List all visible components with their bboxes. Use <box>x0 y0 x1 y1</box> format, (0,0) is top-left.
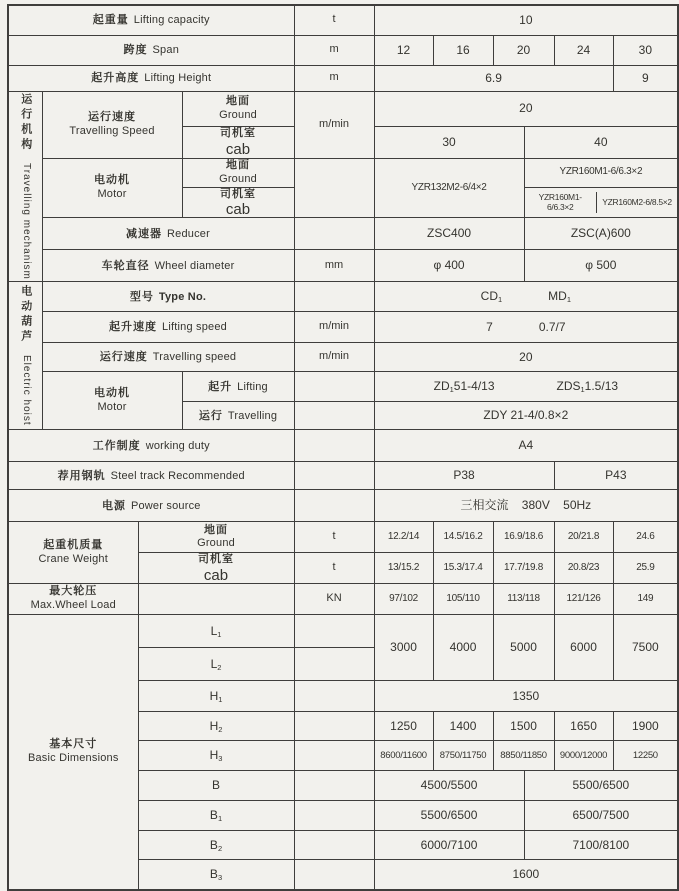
hoist-travel-speed-value: 20 <box>374 343 678 372</box>
hoist-travel-speed-label-en: Travelling speed <box>152 351 237 364</box>
dim-b-label: B <box>138 771 294 801</box>
crane-weight-label-zh: 起重机质量 <box>43 538 104 551</box>
hoist-motor-travelling-label-zh: 运行 <box>198 409 223 422</box>
hoist-motor-label-zh: 电动机 <box>94 387 130 399</box>
reducer-label-zh: 减速器 <box>126 227 163 240</box>
hoist-travel-speed-label-zh: 运行速度 <box>99 351 148 364</box>
dim-h3-value: 8750/11750 <box>433 741 493 771</box>
wheel-diameter-label-en: Wheel diameter <box>154 259 235 272</box>
cab-label-en: cab <box>225 140 251 158</box>
travel-speed-label-zh: 运行速度 <box>88 110 136 123</box>
crane-weight-ground-value: 16.9/18.6 <box>493 522 554 553</box>
basic-dimensions-label-en: Basic Dimensions <box>27 751 119 764</box>
hoist-motor-lifting-unit-empty <box>294 372 374 402</box>
travel-motor-label-en: Motor <box>97 187 127 200</box>
hoist-motor-lifting-v1: $ZD_151-4/13$ <box>433 379 495 395</box>
hoist-lifting-speed-value <box>374 312 678 343</box>
hoist-motor-lifting-label-zh: 起升 <box>208 380 233 393</box>
crane-weight-ground-value: 14.5/16.2 <box>433 522 493 553</box>
dim-h3-value: 8600/11600 <box>374 741 433 771</box>
hoist-lifting-speed-unit: m/min <box>294 312 374 343</box>
working-duty-label <box>8 430 294 462</box>
dim-h3-value: 9000/12000 <box>554 741 613 771</box>
lifting-capacity-label <box>8 5 294 35</box>
travel-speed-cab-label <box>182 126 294 158</box>
steel-track-left-value: P38 <box>374 462 554 490</box>
hoist-travel-speed-label <box>42 343 294 372</box>
crane-weight-cab-value: 20.8/23 <box>554 553 613 584</box>
row-lifting-capacity <box>8 5 678 35</box>
dim-l-value: 3000 <box>374 615 433 681</box>
span-value-cell: 20 <box>493 35 554 65</box>
cab-label-zh: 司机室 <box>220 127 257 140</box>
cab-label-zh: 司机室 <box>220 187 257 200</box>
max-wheel-load-label <box>8 584 138 615</box>
power-source-unit-empty <box>294 490 374 522</box>
power-source-label-en: Power source <box>130 499 201 512</box>
crane-weight-cab-value: 15.3/17.4 <box>433 553 493 584</box>
crane-weight-cab-label <box>138 553 294 584</box>
dim-b-unit-empty <box>294 771 374 801</box>
travel-speed-label <box>42 91 182 158</box>
crane-weight-ground-label <box>138 522 294 553</box>
dim-b1-label: $B_1$ <box>138 801 294 831</box>
row-working-duty <box>8 430 678 462</box>
hoist-type-label-zh: 型号 <box>129 290 154 303</box>
hoist-motor-lifting-v2: $ZDS_11.5/13$ <box>556 379 619 395</box>
hoist-motor-lifting-label <box>182 372 294 402</box>
steel-track-right-value: P43 <box>554 462 678 490</box>
travel-motor-right-bottom-cell <box>524 187 678 218</box>
row-travel-motor-ground <box>8 158 678 187</box>
span-label-en: Span <box>152 44 180 57</box>
travel-motor-ground-label <box>182 158 294 187</box>
travel-speed-ground-label <box>182 91 294 126</box>
lifting-capacity-label-en: Lifting capacity <box>133 14 210 27</box>
travel-motor-unit-empty <box>294 158 374 218</box>
dim-b1-right-value: 6500/7500 <box>524 801 678 831</box>
row-max-wheel-load <box>8 584 678 615</box>
power-source-value: 三相交流 380V 50Hz <box>374 490 678 522</box>
hoist-type-md: $MD_1$ <box>548 289 572 305</box>
hoist-type-unit-empty <box>294 282 374 312</box>
travel-motor-label-zh: 电动机 <box>94 174 130 187</box>
ground-label-en: Ground <box>197 537 235 550</box>
crane-weight-label-en: Crane Weight <box>38 552 108 565</box>
dim-h2-value: 1250 <box>374 712 433 741</box>
travel-motor-cab-label <box>182 187 294 218</box>
ground-label-zh: 地面 <box>226 158 251 171</box>
dim-b3-value: 1600 <box>374 860 678 890</box>
lifting-height-main-value: 6.9 <box>374 65 613 91</box>
row-reducer <box>8 218 678 250</box>
crane-weight-ground-value: 24.6 <box>613 522 678 553</box>
dim-b2-right-value: 7100/8100 <box>524 831 678 860</box>
row-lifting-height <box>8 65 678 91</box>
hoist-lifting-speed-label-en: Lifting speed <box>162 321 227 334</box>
span-value-cell: 16 <box>433 35 493 65</box>
section-electric-hoist-zh: 电动葫芦 <box>19 285 32 346</box>
lifting-capacity-value: 10 <box>374 5 678 35</box>
section-electric-hoist <box>8 282 42 430</box>
dim-h2-value: 1650 <box>554 712 613 741</box>
row-steel-track <box>8 462 678 490</box>
working-duty-label-en: working duty <box>145 439 210 452</box>
dim-b3-label: $B_3$ <box>138 860 294 890</box>
travel-speed-label-en: Travelling Speed <box>69 124 155 137</box>
crane-weight-ground-value: 20/21.8 <box>554 522 613 553</box>
row-hoist-type <box>8 282 678 312</box>
travel-motor-right-bottom-right-value: YZR160M2-6/8.5×2 <box>596 192 677 213</box>
section-travelling-mechanism <box>8 91 42 282</box>
hoist-lifting-speed-label-zh: 起升速度 <box>109 321 158 334</box>
hoist-type-label-en: Type No. <box>158 290 207 303</box>
dim-l2-unit-empty <box>294 648 374 681</box>
hoist-type-cd: $CD_1$ <box>480 289 503 305</box>
basic-dimensions-label-zh: 基本尺寸 <box>49 738 98 750</box>
power-source-label-zh: 电源 <box>101 499 126 512</box>
row-span <box>8 35 678 65</box>
dim-l2-label: $L_2$ <box>138 648 294 681</box>
working-duty-value: A4 <box>374 430 678 462</box>
travel-motor-right-bottom-left-value: YZR160M1-6/6.3×2 <box>538 191 582 213</box>
steel-track-label <box>8 462 294 490</box>
dim-b2-left-value: 6000/7100 <box>374 831 524 860</box>
hoist-motor-lifting-value <box>374 372 678 402</box>
max-wheel-load-label-en: Max.Wheel Load <box>30 599 116 611</box>
dim-b-right-value: 5500/6500 <box>524 771 678 801</box>
reducer-left-value: ZSC400 <box>374 218 524 250</box>
hoist-motor-lifting-label-en: Lifting <box>237 380 268 393</box>
ground-label-en: Ground <box>219 108 257 121</box>
lifting-height-label-zh: 起升高度 <box>91 72 140 85</box>
hoist-type-value <box>374 282 678 312</box>
max-wheel-load-value: 113/118 <box>493 584 554 615</box>
hoist-type-label <box>42 282 294 312</box>
travel-speed-cab-left-value: 30 <box>374 126 524 158</box>
dim-b1-left-value: 5500/6500 <box>374 801 524 831</box>
row-dim-l1 <box>8 615 678 648</box>
dim-b2-unit-empty <box>294 831 374 860</box>
lifting-height-unit: m <box>294 65 374 91</box>
hoist-motor-travelling-unit-empty <box>294 402 374 430</box>
hoist-lifting-speed-v2: 0.7/7 <box>538 319 566 334</box>
reducer-label <box>42 218 294 250</box>
hoist-motor-travelling-label <box>182 402 294 430</box>
dim-h3-value: 8850/11850 <box>493 741 554 771</box>
wheel-diameter-right-value: φ 500 <box>524 250 678 282</box>
cab-label-en: cab <box>225 201 251 218</box>
dim-h3-label: $H_3$ <box>138 741 294 771</box>
hoist-motor-label-en: Motor <box>97 400 127 413</box>
steel-track-label-zh: 荐用钢轨 <box>57 469 106 482</box>
max-wheel-load-sub-empty <box>138 584 294 615</box>
dim-b3-unit-empty <box>294 860 374 890</box>
hoist-lifting-speed-v1: 7 <box>486 319 493 334</box>
crane-weight-ground-unit: t <box>294 522 374 553</box>
dim-h3-value: 12250 <box>613 741 678 771</box>
working-duty-unit-empty <box>294 430 374 462</box>
dim-l1-label: $L_1$ <box>138 615 294 648</box>
travel-motor-right-top-value: YZR160M1-6/6.3×2 <box>524 158 678 187</box>
span-value-cell: 30 <box>613 35 678 65</box>
dim-h2-label: $H_2$ <box>138 712 294 741</box>
ground-label-zh: 地面 <box>226 94 251 107</box>
steel-track-label-en: Steel track Recommended <box>110 469 245 482</box>
hoist-motor-travelling-value: ZDY 21-4/0.8×2 <box>374 402 678 430</box>
row-hoist-travel-speed <box>8 343 678 372</box>
dim-b2-label: $B_2$ <box>138 831 294 860</box>
dim-b-left-value: 4500/5500 <box>374 771 524 801</box>
reducer-unit-empty <box>294 218 374 250</box>
wheel-diameter-left-value: φ 400 <box>374 250 524 282</box>
max-wheel-load-value: 105/110 <box>433 584 493 615</box>
max-wheel-load-label-zh: 最大轮压 <box>49 585 98 598</box>
max-wheel-load-unit: KN <box>294 584 374 615</box>
travel-speed-ground-value: 20 <box>374 91 678 126</box>
ground-label-zh: 地面 <box>204 523 229 536</box>
lifting-height-last-value: 9 <box>613 65 678 91</box>
hoist-motor-label <box>42 372 182 430</box>
power-source-label <box>8 490 294 522</box>
crane-weight-label <box>8 522 138 584</box>
wheel-diameter-label-zh: 车轮直径 <box>101 259 150 272</box>
crane-spec-table <box>7 4 679 891</box>
travel-motor-label <box>42 158 182 218</box>
lifting-capacity-label-zh: 起重量 <box>92 14 129 27</box>
dim-l-value: 4000 <box>433 615 493 681</box>
crane-weight-ground-value: 12.2/14 <box>374 522 433 553</box>
dim-h3-unit-empty <box>294 741 374 771</box>
reducer-label-en: Reducer <box>167 227 210 240</box>
hoist-travel-speed-unit: m/min <box>294 343 374 372</box>
dim-h1-value: 1350 <box>374 681 678 712</box>
section-electric-hoist-en: Electric hoist <box>20 355 32 427</box>
span-value-cell: 24 <box>554 35 613 65</box>
dim-h2-value: 1900 <box>613 712 678 741</box>
wheel-diameter-label <box>42 250 294 282</box>
lifting-height-label <box>8 65 294 91</box>
reducer-right-value: ZSC(A)600 <box>524 218 678 250</box>
crane-weight-cab-value: 17.7/19.8 <box>493 553 554 584</box>
row-power-source <box>8 490 678 522</box>
dim-h1-label: $H_1$ <box>138 681 294 712</box>
basic-dimensions-label <box>8 615 138 890</box>
span-unit: m <box>294 35 374 65</box>
dim-h2-unit-empty <box>294 712 374 741</box>
max-wheel-load-value: 149 <box>613 584 678 615</box>
section-travelling-mechanism-zh: 运行机构 <box>19 92 32 153</box>
dim-l-value: 6000 <box>554 615 613 681</box>
dim-b1-unit-empty <box>294 801 374 831</box>
dim-l1-unit-empty <box>294 615 374 648</box>
row-hoist-motor-lifting <box>8 372 678 402</box>
crane-weight-cab-unit: t <box>294 553 374 584</box>
cab-label-en: cab <box>203 567 229 584</box>
wheel-diameter-unit: mm <box>294 250 374 282</box>
span-value-cell: 12 <box>374 35 433 65</box>
dim-h2-value: 1400 <box>433 712 493 741</box>
dim-h1-unit-empty <box>294 681 374 712</box>
row-crane-weight-ground <box>8 522 678 553</box>
dim-l-value: 7500 <box>613 615 678 681</box>
lifting-capacity-unit: t <box>294 5 374 35</box>
span-label-zh: 跨度 <box>123 44 148 57</box>
steel-track-unit-empty <box>294 462 374 490</box>
cab-label-zh: 司机室 <box>198 553 235 566</box>
hoist-motor-travelling-label-en: Travelling <box>227 409 278 422</box>
hoist-lifting-speed-label <box>42 312 294 343</box>
dim-h2-value: 1500 <box>493 712 554 741</box>
lifting-height-label-en: Lifting Height <box>144 72 212 85</box>
row-wheel-diameter <box>8 250 678 282</box>
row-hoist-lifting-speed <box>8 312 678 343</box>
dim-l-value: 5000 <box>493 615 554 681</box>
crane-weight-cab-value: 25.9 <box>613 553 678 584</box>
travel-speed-cab-right-value: 40 <box>524 126 678 158</box>
crane-weight-cab-value: 13/15.2 <box>374 553 433 584</box>
row-travel-speed-ground <box>8 91 678 126</box>
max-wheel-load-value: 97/102 <box>374 584 433 615</box>
section-travelling-mechanism-en: Travelling mechanism <box>20 162 32 280</box>
working-duty-label-zh: 工作制度 <box>92 439 141 452</box>
travel-speed-unit: m/min <box>294 91 374 158</box>
travel-motor-left-value: YZR132M2-6/4×2 <box>374 158 524 218</box>
max-wheel-load-value: 121/126 <box>554 584 613 615</box>
span-label <box>8 35 294 65</box>
ground-label-en: Ground <box>219 172 257 185</box>
